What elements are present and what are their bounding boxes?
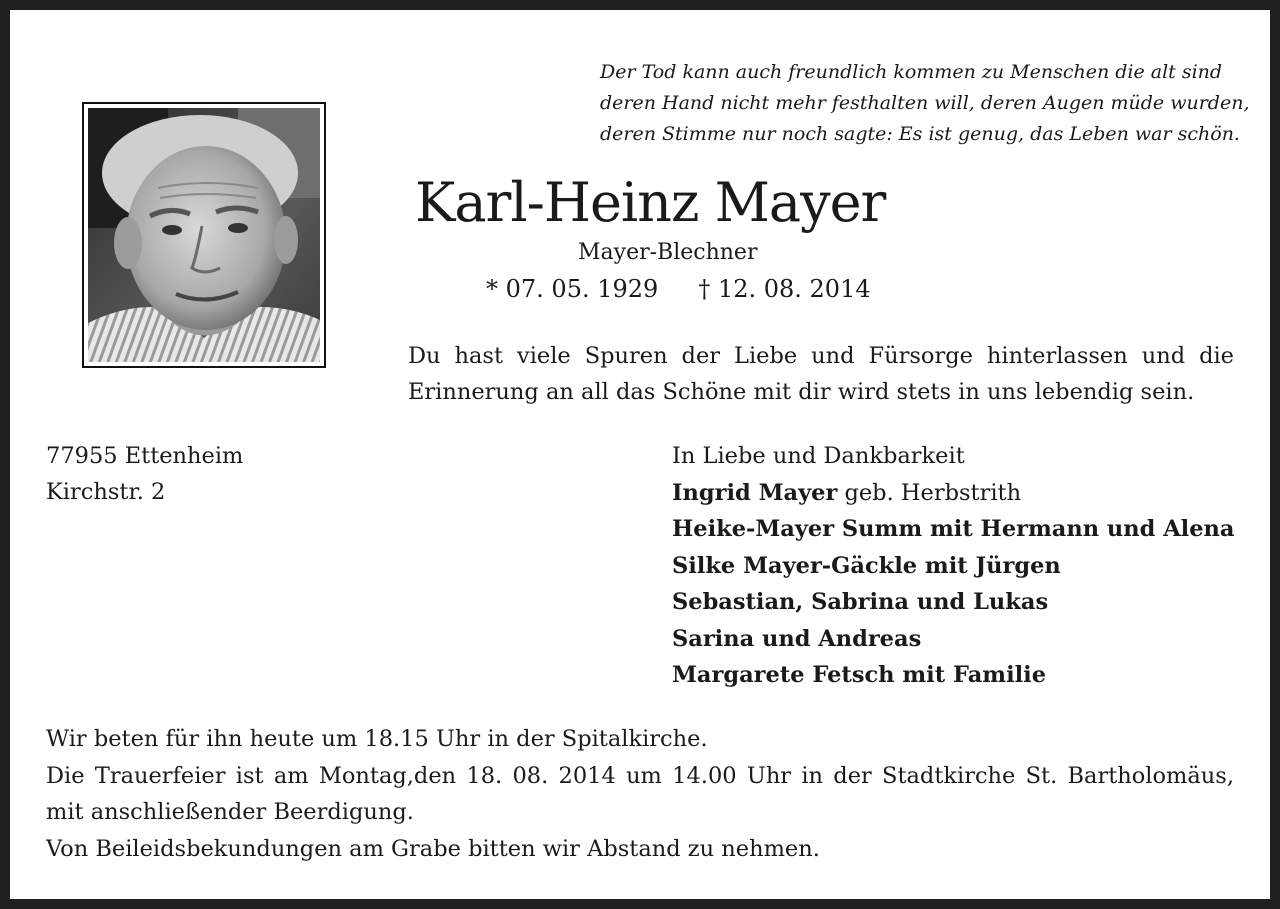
mourner-spouse [672, 475, 1252, 512]
spouse-name: Ingrid Mayer [672, 479, 838, 506]
death-date: † 12. 08. 2014 [698, 275, 871, 303]
mourner-name: Sarina und Andreas [672, 625, 922, 652]
mourners-intro: In Liebe und Dankbarkeit [672, 443, 965, 469]
mourner-name: Margarete Fetsch mit Familie [672, 662, 1047, 688]
mourner-name: Silke Mayer-Gäckle mit Jürgen [672, 552, 1061, 579]
mourner-entry [672, 584, 1252, 621]
obituary-card [10, 10, 1270, 899]
address-street: Kirchstr. 2 [46, 479, 166, 505]
verse-line: Du hast viele Spuren der Liebe und Fürsorge hinterlassen und die [408, 343, 1234, 369]
memorial-verse [408, 338, 1234, 410]
quote-block [600, 57, 1250, 150]
address-city: 77955 Ettenheim [46, 443, 244, 469]
mourner-entry [672, 621, 1252, 658]
quote-line: deren Hand nicht mehr festhalten will, deren Augen müde wurden, [600, 92, 1250, 114]
mourner-entry [672, 657, 1252, 694]
mourner-entry [672, 548, 1252, 585]
quote-line: deren Stimme nur noch sagte: Es ist genug, das Leben war schön. [600, 123, 1240, 145]
mourner-name: Heike-Mayer Summ mit Hermann und Alena [672, 516, 1235, 542]
quote-line: Der Tod kann auch freundlich kommen zu Menschen die alt sind [600, 61, 1223, 83]
funeral-notice [46, 721, 1234, 867]
notice-line: mit anschließender Beerdigung. [46, 799, 414, 825]
verse-line: Erinnerung an all das Schöne mit dir wird stets in uns lebendig sein. [408, 379, 1195, 405]
mourner-name: Sebastian, Sabrina und Lukas [672, 589, 1049, 615]
spouse-maiden-name: geb. Herbstrith [844, 479, 1022, 506]
deceased-family-name: Mayer-Blechner [578, 240, 758, 265]
portrait-image [88, 108, 320, 362]
portrait-photo [82, 102, 326, 368]
mourners-list [672, 438, 1252, 694]
deceased-name: Karl-Heinz Mayer [415, 171, 886, 234]
mourner-entry [672, 511, 1252, 548]
life-dates [486, 273, 871, 305]
notice-line: Wir beten für ihn heute um 18.15 Uhr in der Spitalkirche. [46, 726, 708, 752]
notice-line: Von Beileidsbekundungen am Grabe bitten wir Abstand zu nehmen. [46, 835, 820, 862]
notice-line: Die Trauerfeier ist am Montag,den 18. 08. 2014 um 14.00 Uhr in der Stadtkirche St. Bartholomäus, [46, 762, 1234, 789]
birth-date: * 07. 05. 1929 [486, 275, 659, 303]
address-block [46, 438, 243, 510]
